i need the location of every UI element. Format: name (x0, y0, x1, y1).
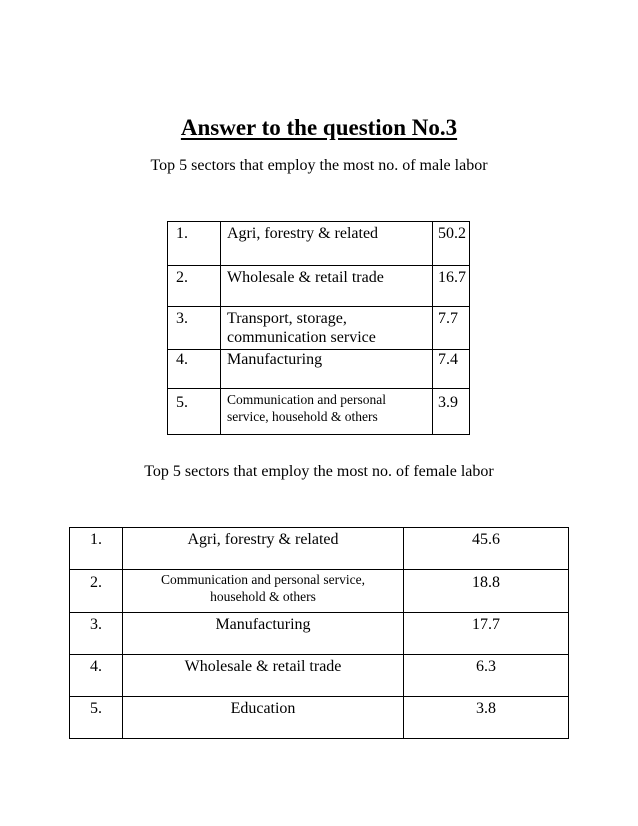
sector-label: Manufacturing (227, 351, 323, 368)
value-cell: 50.2 (433, 222, 470, 266)
sector-cell (221, 350, 433, 389)
value-cell: 6.3 (404, 655, 569, 697)
sector-label-line1: Transport, storage, (227, 310, 347, 327)
sector-label-line2: communication service (227, 329, 376, 346)
table-row (70, 613, 569, 655)
sector-label: Manufacturing (215, 616, 311, 633)
female-section-heading: Top 5 sectors that employ the most no. of female labor (144, 463, 494, 480)
table-row (70, 697, 569, 739)
value-cell: 18.8 (404, 570, 569, 613)
sector-label-line1: Communication and personal service, (161, 572, 365, 587)
sector-cell (221, 222, 433, 266)
rank-cell: 5. (168, 389, 221, 435)
rank-cell: 2. (70, 570, 123, 613)
sector-label: Education (230, 700, 296, 717)
sector-label: Agri, forestry & related (187, 531, 339, 548)
value-cell: 3.9 (433, 389, 470, 435)
value-cell: 45.6 (404, 528, 569, 570)
sector-cell (123, 697, 404, 739)
value-cell: 17.7 (404, 613, 569, 655)
sector-cell (221, 266, 433, 307)
table-row (168, 350, 470, 389)
table-row (168, 266, 470, 307)
table-row (168, 307, 470, 350)
sector-cell (221, 307, 433, 350)
table-row (70, 528, 569, 570)
sector-label: Wholesale & retail trade (227, 269, 384, 286)
table-row (70, 655, 569, 697)
rank-cell: 3. (168, 307, 221, 350)
table-row (70, 570, 569, 613)
sector-label-line2: service, household & others (227, 409, 378, 424)
value-cell: 16.7 (433, 266, 470, 307)
sector-label: Wholesale & retail trade (184, 658, 342, 675)
value-cell: 7.7 (433, 307, 470, 350)
rank-cell: 1. (70, 528, 123, 570)
rank-cell: 1. (168, 222, 221, 266)
male-section-heading: Top 5 sectors that employ the most no. of male labor (150, 157, 488, 174)
page-title: Answer to the question No.3 (180, 115, 458, 140)
rank-cell: 4. (70, 655, 123, 697)
female-labor-table (69, 527, 569, 739)
sector-cell (221, 389, 433, 435)
sector-cell (123, 570, 404, 613)
sector-cell (123, 613, 404, 655)
male-labor-table (167, 221, 470, 435)
sector-label-line1: Communication and personal (227, 392, 386, 407)
sector-label-line2: household & others (210, 589, 316, 604)
sector-cell (123, 655, 404, 697)
rank-cell: 4. (168, 350, 221, 389)
value-cell: 3.8 (404, 697, 569, 739)
rank-cell: 5. (70, 697, 123, 739)
sector-label: Agri, forestry & related (227, 225, 379, 242)
sector-cell (123, 528, 404, 570)
rank-cell: 2. (168, 266, 221, 307)
table-row (168, 389, 470, 435)
table-row (168, 222, 470, 266)
value-cell: 7.4 (433, 350, 470, 389)
rank-cell: 3. (70, 613, 123, 655)
